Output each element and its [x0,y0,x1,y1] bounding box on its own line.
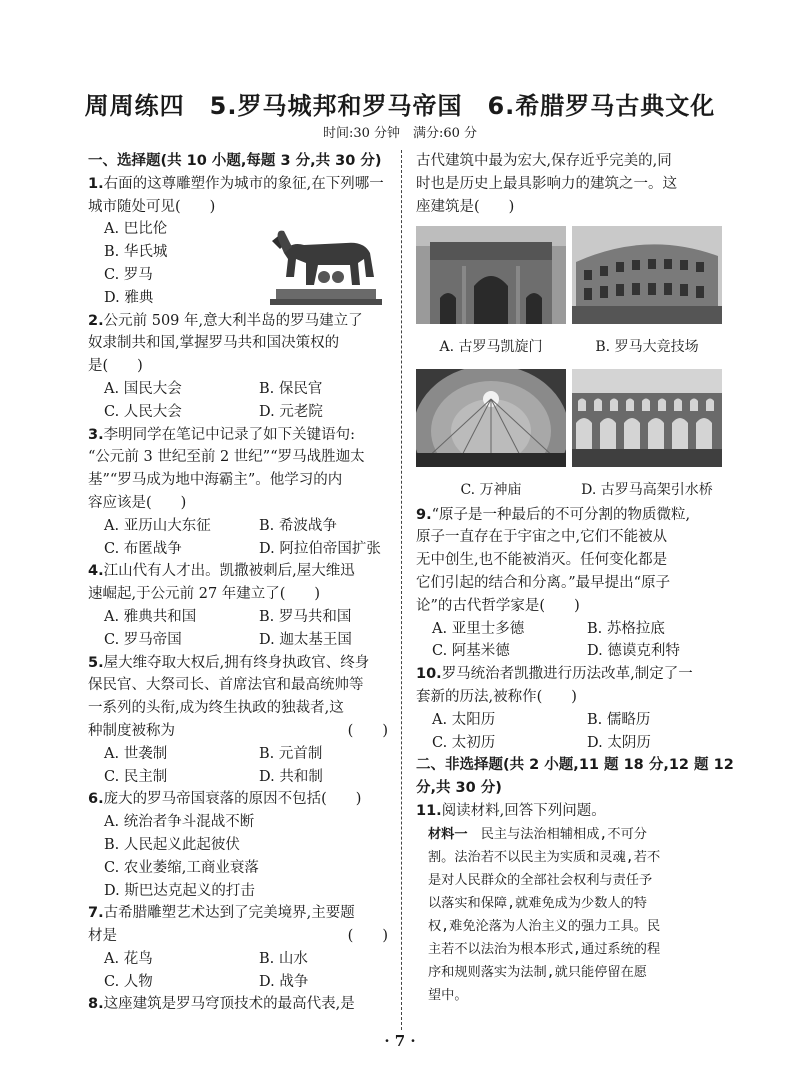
question-text: 古希腊雕塑艺术达到了完美境界,主要题 [103,905,355,922]
option-c[interactable]: C. 罗马 [104,266,153,283]
question-text: 容应该是( ) [88,494,187,511]
option-a[interactable]: A. 亚里士多德 [432,620,525,637]
material-one: 材料一 民主与法治相辅相成,不可分 割。法治若不以民主为实质和灵魂,若不 是对人民群众的全部社会权利与责任予 以落实和保障,就难免成为少数人的特 权,难免沦落为人治主义的强力工具。民 主若不以法治为根本形式,通过系统的程 序和规则落实为法制,就只能停留在愿 望中。 [428,826,661,1003]
question-5 [88,652,388,789]
option-c[interactable]: C. 罗马帝国 [104,631,182,648]
option-d[interactable]: D. 战争 [259,973,309,990]
option-c[interactable]: C. 民主制 [104,768,168,785]
question-text: 李明同学在笔记中记录了如下关键语句: [103,426,355,443]
option-b[interactable]: B. 人民起义此起彼伏 [104,836,240,853]
material-label: 材料一 [428,826,468,842]
section-heading-nonchoice-cont: 分,共 30 分) [416,780,502,797]
answer-bracket[interactable]: ( ) [347,928,388,945]
question-text: 保民官、大祭司长、首席法官和最高统帅等 [88,677,364,694]
page-title: 周周练四 5.罗马城邦和罗马帝国 6.希腊罗马古典文化 [84,92,716,120]
question-text: 种制度被称为 [88,722,175,739]
option-b[interactable]: B. 罗马共和国 [259,608,352,625]
option-d[interactable]: D. 共和制 [259,768,323,785]
option-a[interactable]: A. 巴比伦 [104,221,168,238]
option-d[interactable]: D. 德谟克利特 [587,643,680,660]
question-9 [416,504,722,664]
question-10 [416,663,722,754]
question-text: 城市随处可见( ) [88,198,216,215]
question-text: 阅读材料,回答下列问题。 [441,802,606,819]
question-number: 7. [88,905,104,922]
option-a[interactable]: A. 亚历山大东征 [104,517,211,534]
question-text: 基”“罗马成为地中海霸主”。他学习的内 [88,472,343,489]
question-8-start [88,993,388,1016]
question-1 [88,173,388,310]
question-text: 奴隶制共和国,掌握罗马共和国决策权的 [88,335,340,352]
option-b[interactable]: B. 华氏城 [104,244,168,261]
option-b[interactable]: B. 苏格拉底 [587,620,665,637]
question-text: 江山代有人才出。凯撒被刺后,屋大维迅 [103,563,355,580]
question-number: 10. [416,666,442,683]
question-text: 一系列的头衔,成为终生执政的独裁者,这 [88,700,344,717]
option-c[interactable]: C. 万神庙 [416,369,566,502]
option-d[interactable]: D. 元老院 [259,403,323,420]
option-d[interactable]: D. 古罗马高架引水桥 [572,369,722,502]
question-text: 庞大的罗马帝国衰落的原因不包括( ) [103,791,362,808]
option-c[interactable]: C. 人物 [104,973,153,990]
option-d[interactable]: D. 太阴历 [587,734,651,751]
option-a[interactable]: A. 国民大会 [104,380,182,397]
option-b[interactable]: B. 希波战争 [259,517,337,534]
question-3 [88,424,388,561]
pantheon-interior-image [416,369,566,467]
section-heading-choice: 一、选择题(共 10 小题,每题 3 分,共 30 分) [88,153,382,169]
right-column [416,150,734,1007]
option-b[interactable]: B. 山水 [259,950,308,967]
option-a[interactable]: A. 太阳历 [432,711,496,728]
arch-of-triumph-image [416,226,566,324]
option-b[interactable]: B. 保民官 [259,380,323,397]
section-heading-nonchoice: 二、非选择题(共 2 小题,11 题 18 分,12 题 12 [416,757,734,774]
question-8-continued [416,150,722,502]
question-text: 材是 [88,928,117,945]
question-11 [416,800,722,1007]
time-score-line: 时间:30 分钟 满分:60 分 [322,126,478,141]
option-a[interactable]: A. 雅典共和国 [104,608,197,625]
question-4 [88,560,388,651]
option-c[interactable]: C. 太初历 [432,734,496,751]
option-b[interactable]: B. 儒略历 [587,711,651,728]
question-text: 速崛起,于公元前 27 年建立了( ) [88,586,321,603]
left-column [88,150,388,1016]
option-a[interactable]: A. 古罗马凯旋门 [416,226,566,359]
roman-aqueduct-image [572,369,722,467]
question-number: 4. [88,563,104,580]
question-text: 罗马统治者凯撒进行历法改革,制定了一 [441,666,693,683]
question-text: 无中创生,也不能被消灭。任何变化都是 [416,552,668,569]
question-text: 公元前 509 年,意大利半岛的罗马建立了 [103,312,363,329]
option-a[interactable]: A. 统治者争斗混战不断 [104,814,255,831]
page-number: · 7 · [384,1032,416,1050]
question-text: 论”的古代哲学家是( ) [416,597,580,614]
question-6 [88,788,388,902]
question-number: 3. [88,426,104,443]
question-number: 2. [88,312,104,329]
option-a[interactable]: A. 世袭制 [104,745,168,762]
question-text: 这座建筑是罗马穹顶技术的最高代表,是 [103,996,355,1013]
option-d[interactable]: D. 阿拉伯帝国扩张 [259,540,381,557]
question-number: 1. [88,175,104,192]
question-text: 屋大维夺取大权后,拥有终身执政官、终身 [103,654,370,671]
question-number: 8. [88,996,104,1013]
question-number: 5. [88,654,104,671]
answer-bracket[interactable]: ( ) [347,722,388,739]
option-a[interactable]: A. 花鸟 [104,950,153,967]
question-2 [88,310,388,424]
option-d[interactable]: D. 雅典 [104,289,154,306]
question-text: “公元前 3 世纪至前 2 世纪”“罗马战胜迦太 [88,449,365,466]
question-text: 原子一直存在于宇宙之中,它们不能被从 [416,529,668,546]
option-c[interactable]: C. 农业萎缩,工商业衰落 [104,859,259,876]
option-c[interactable]: C. 阿基米德 [432,643,510,660]
question-text: 座建筑是( ) [416,198,515,215]
question-text: 套新的历法,被称作( ) [416,688,577,705]
column-divider [401,150,402,1030]
option-b[interactable]: B. 元首制 [259,745,323,762]
question-7 [88,902,388,993]
question-text: 时也是历史上最具影响力的建筑之一。这 [416,175,677,192]
option-b[interactable]: B. 罗马大竞技场 [572,226,722,359]
question-text: “原子是一种最后的不可分割的物质微粒, [431,506,691,523]
question-text: 它们引起的结合和分离。”最早提出“原子 [416,574,671,591]
question-number: 11. [416,802,442,819]
question-number: 6. [88,791,104,808]
question-text: 是( ) [88,358,143,375]
question-text: 古代建筑中最为宏大,保存近乎完美的,同 [416,153,672,169]
option-c[interactable]: C. 人民大会 [104,403,182,420]
option-c[interactable]: C. 布匿战争 [104,540,182,557]
option-d[interactable]: D. 迦太基王国 [259,631,352,648]
capitoline-wolf-sculpture-image [266,219,384,305]
question-number: 9. [416,506,432,523]
question-text: 右面的这尊雕塑作为城市的象征,在下列哪一 [103,175,384,192]
option-d[interactable]: D. 斯巴达克起义的打击 [104,882,255,899]
colosseum-image [572,226,722,324]
